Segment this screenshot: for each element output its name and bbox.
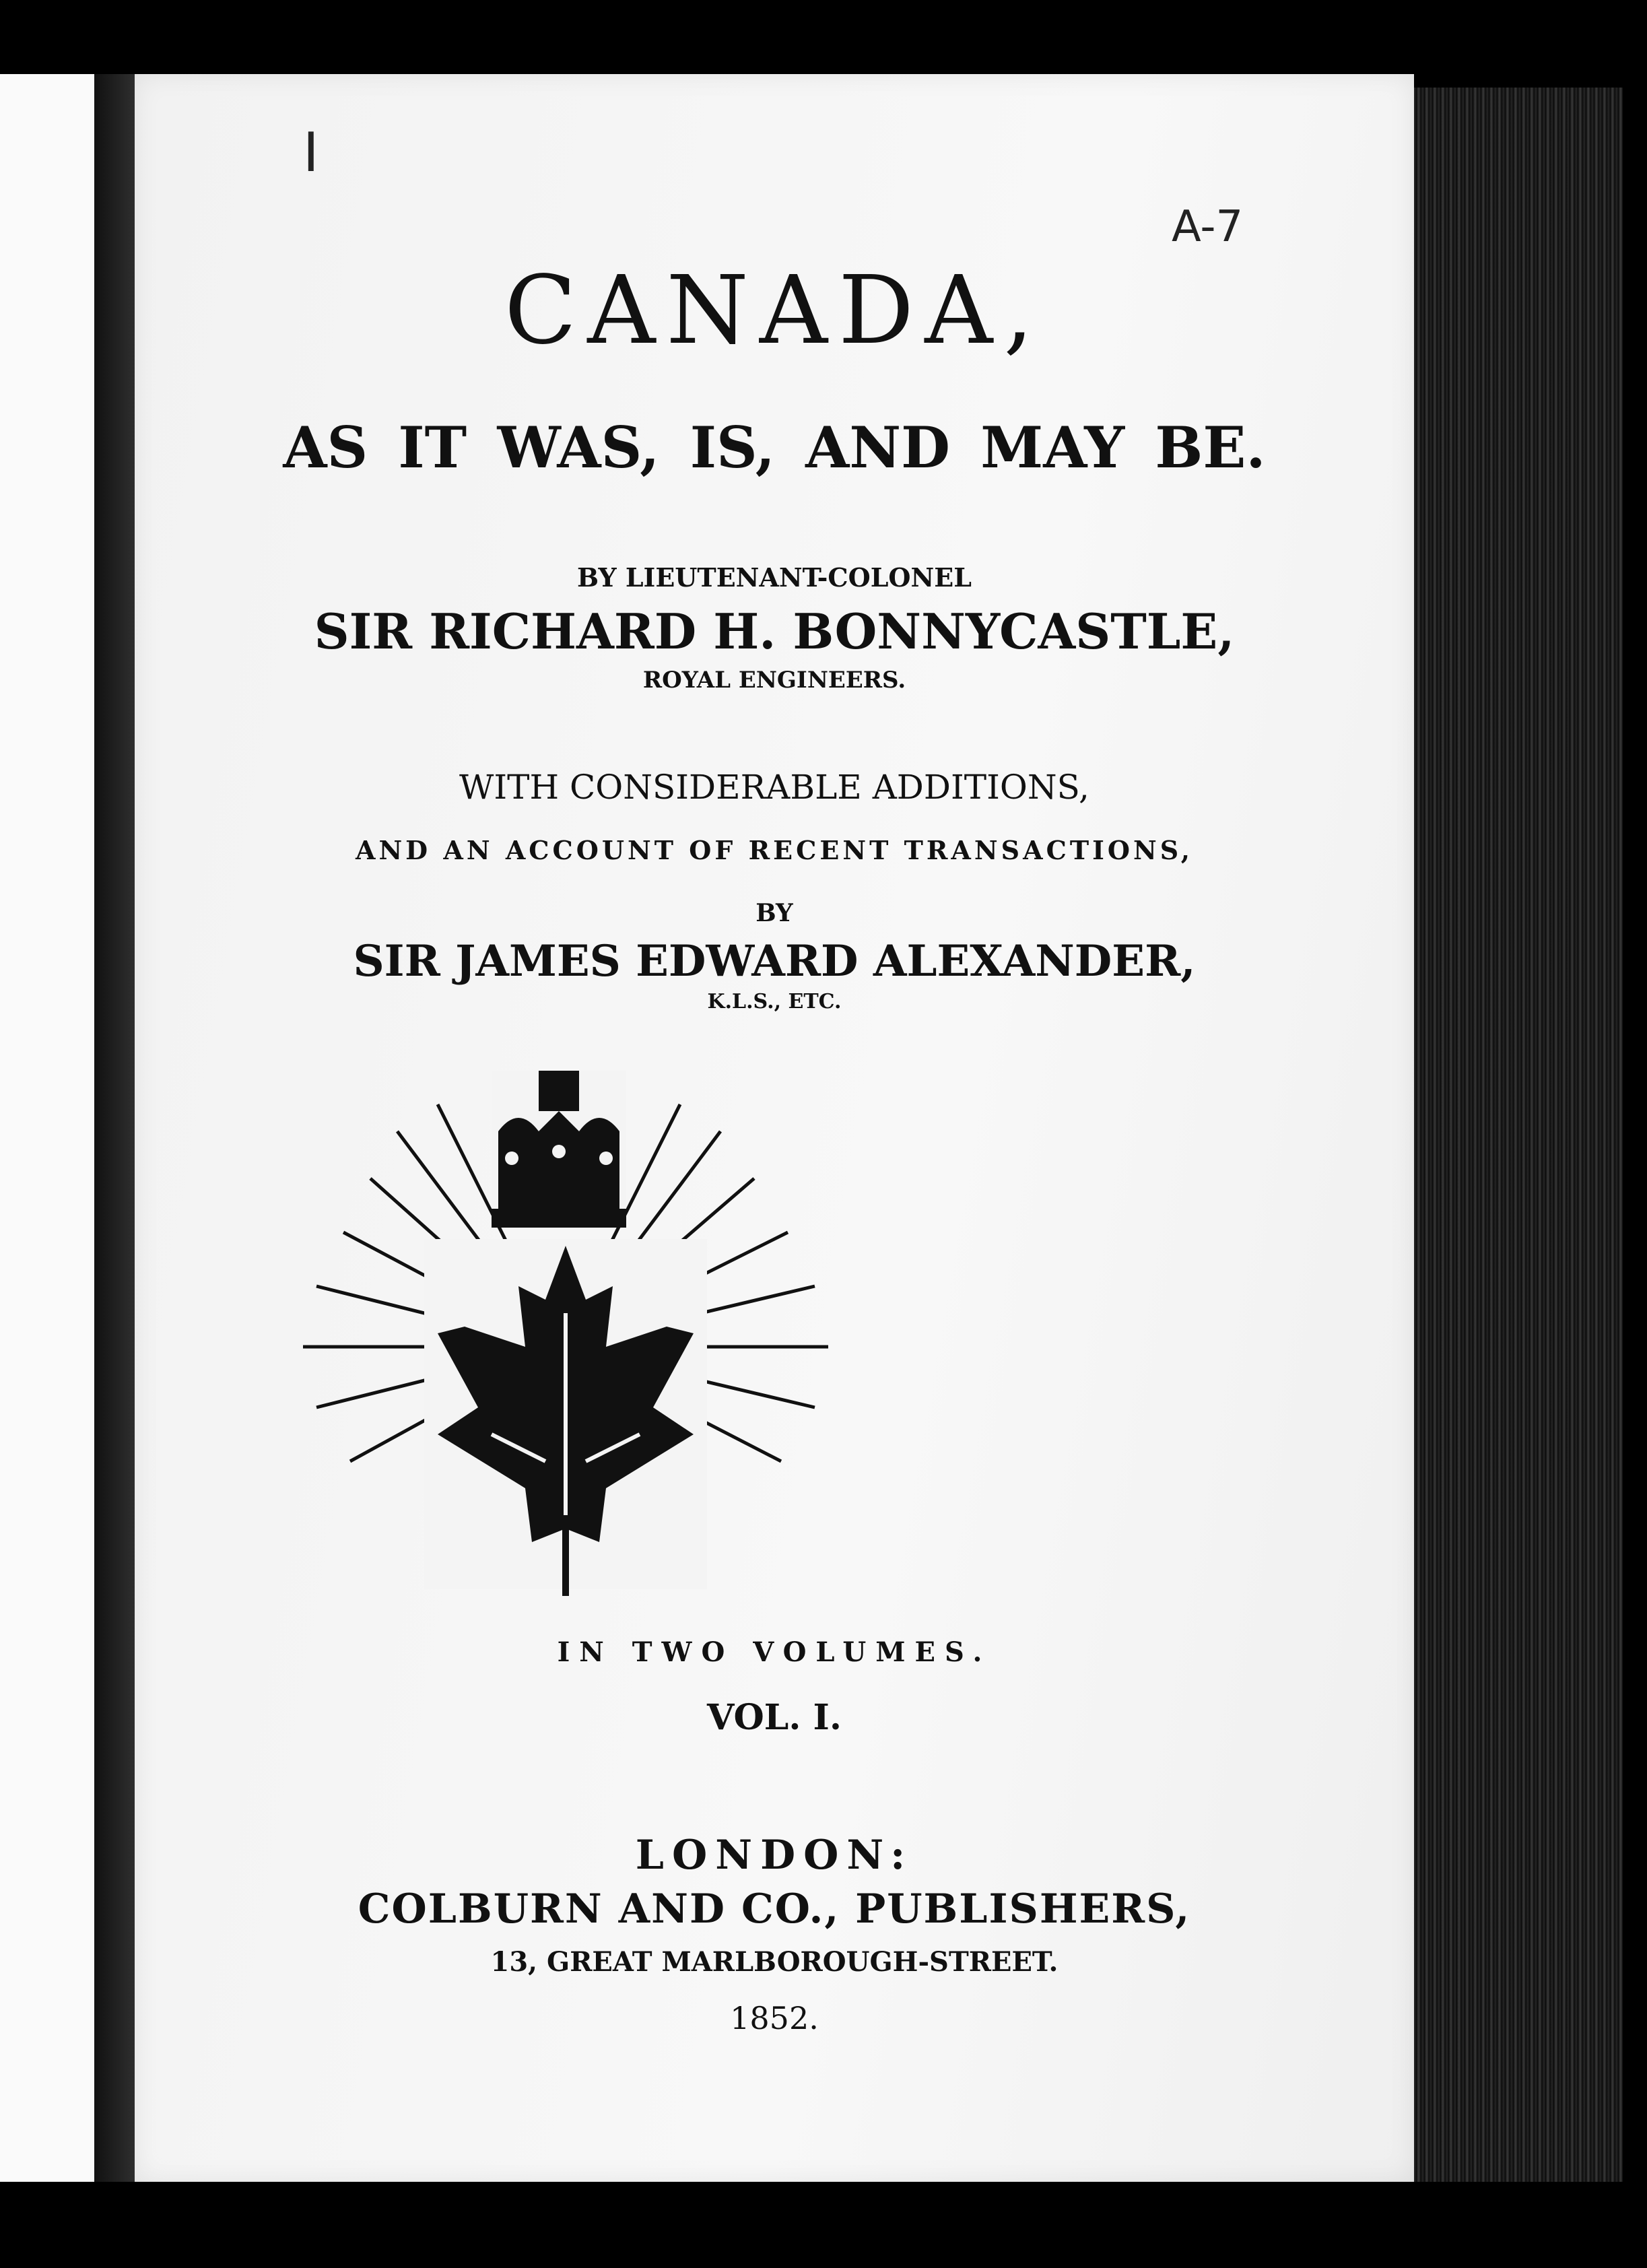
additions-line: WITH CONSIDERABLE ADDITIONS,	[459, 768, 1089, 807]
volumes-line: IN TWO VOLUMES.	[557, 1636, 992, 1668]
publisher-address: 13, GREAT MARLBOROUGH-STREET.	[490, 1946, 1058, 1978]
handwritten-mark-right: A-7	[1172, 202, 1244, 252]
adjacent-page	[0, 74, 94, 2182]
book-subtitle: AS IT WAS, IS, AND MAY BE.	[283, 414, 1266, 481]
editor-name: SIR JAMES EDWARD ALEXANDER,	[353, 936, 1196, 987]
title-page	[135, 74, 1414, 2182]
account-line: AND AN ACCOUNT OF RECENT TRANSACTIONS,	[355, 835, 1194, 865]
editor-honours: K.L.S., ETC.	[707, 990, 842, 1013]
maple-leaf-icon	[424, 1239, 707, 1596]
crown-icon	[492, 1071, 626, 1228]
page-edges	[1401, 88, 1623, 2182]
publication-city: LONDON:	[635, 1832, 914, 1879]
publication-year: 1852.	[730, 2000, 819, 2036]
book-title: CANADA,	[504, 256, 1044, 366]
by-label: BY	[755, 899, 793, 927]
crown-maple-emblem	[290, 1057, 842, 1616]
author-name: SIR RICHARD H. BONNYCASTLE,	[314, 603, 1235, 660]
by-line: BY LIEUTENANT-COLONEL	[577, 562, 972, 593]
publisher-name: COLBURN AND CO., PUBLISHERS,	[358, 1886, 1191, 1933]
volume-number: VOL. I.	[707, 1697, 842, 1738]
handwritten-mark-left: I	[303, 121, 319, 184]
author-corps: ROYAL ENGINEERS.	[642, 667, 906, 694]
